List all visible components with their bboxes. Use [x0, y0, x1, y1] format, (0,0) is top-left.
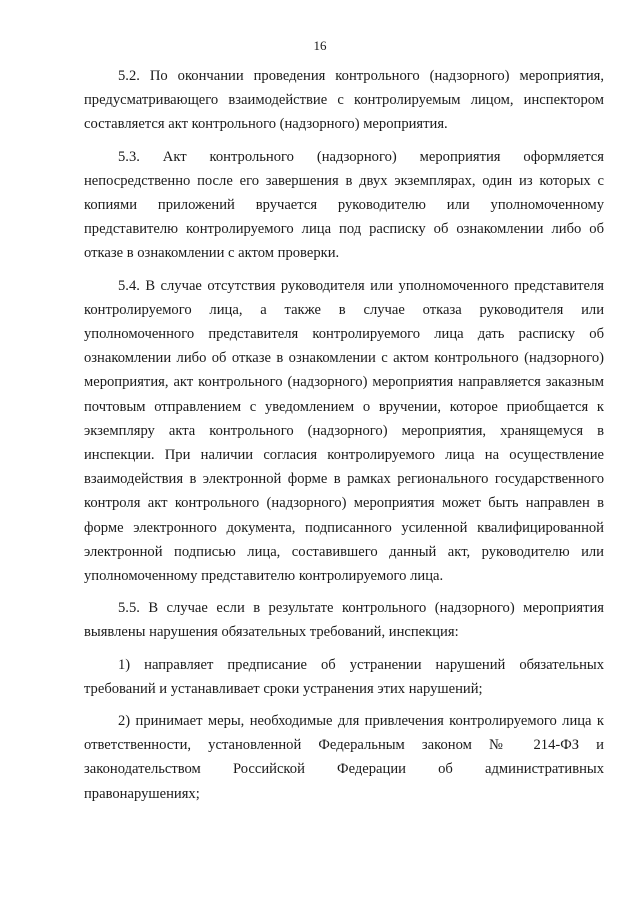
list-item-2: 2) принимает меры, необходимые для привлечения контролируемого лица к ответственности, установленной Федеральным законом № 214-ФЗ и законодательством Российской Федерации об административных правонарушениях; [84, 713, 604, 802]
paragraph-5-5: 5.5. В случае если в результате контрольного (надзорного) мероприятия выявлены нарушения обязательных требований, инспекция: [84, 600, 604, 641]
list-item-1: 1) направляет предписание об устранении нарушений обязательных требований и устанавливает сроки устранения этих нарушений; [84, 656, 604, 697]
page-number: 16 [313, 38, 327, 53]
paragraph-5-2: 5.2. По окончании проведения контрольного (надзорного) мероприятия, предусматривающего взаимодействие с контролируемым лицом, инспектором составляется акт контрольного (надзорного) мероприятия. [84, 68, 604, 133]
paragraph-5-4: 5.4. В случае отсутствия руководителя или уполномоченного представителя контролируемого лица, а также в случае отказа руководителя или уполномоченного представителя контролируемого лица дать расписку об ознакомлении либо об отказе в ознакомлении с актом контрольного (надзорного) мероприятия, акт контрольного (надзорного) мероприятия направляется заказным почтовым отправлением с уведомлением о вручении, которое приобщается к экземпляру акта контрольного (надзорного) мероприятия, хранящемуся в инспекции. При наличии согласия контролируемого лица на осуществление взаимодействия в электронной форме в рамках регионального государственного контроля акт контрольного (надзорного) мероприятия может быть направлен в форме электронного документа, подписанного усиленной квалифицированной электронной подписью лица, составившего данный акт, руководителю или уполномоченному представителю контролируемого лица. [84, 277, 604, 585]
paragraph-5-3: 5.3. Акт контрольного (надзорного) мероприятия оформляется непосредственно после его завершения в двух экземплярах, один из которых с копиями приложений вручается руководителю или уполномоченному представителю контролируемого лица под расписку об ознакомлении либо об отказе в ознакомлении с актом проверки. [84, 148, 604, 262]
document-body [84, 64, 604, 814]
